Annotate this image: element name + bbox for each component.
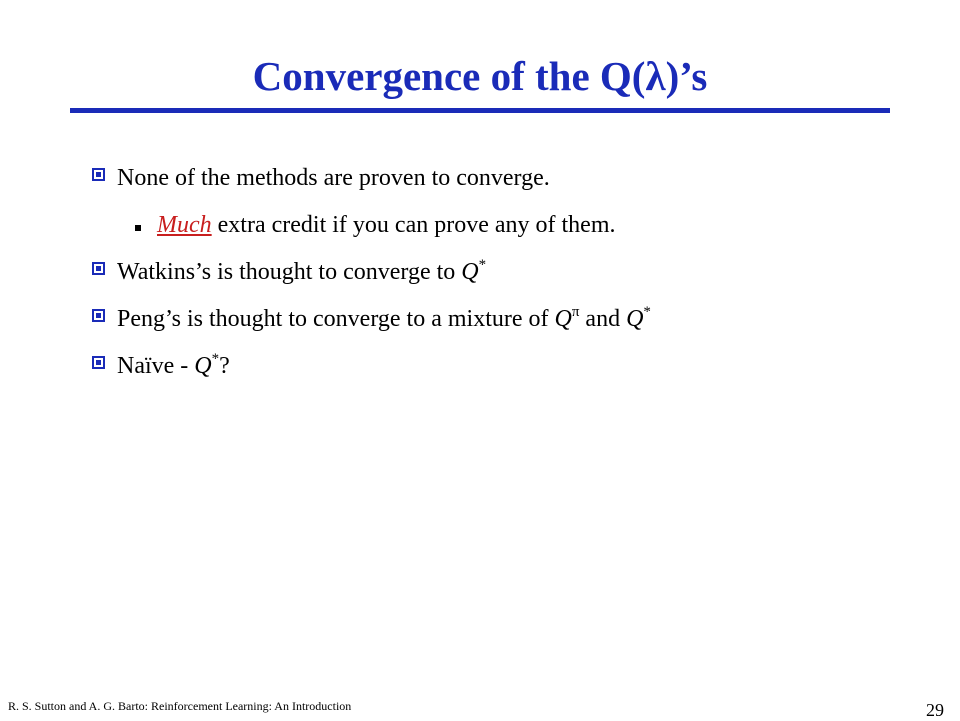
q-symbol: Q xyxy=(194,353,212,379)
q-symbol: Q xyxy=(626,306,644,332)
bullet-4-text: Peng’s is thought to converge to a mixture of xyxy=(117,306,555,332)
superscript-pi: π xyxy=(571,304,580,320)
title-divider xyxy=(70,108,890,113)
bullet-4 xyxy=(117,304,651,334)
bullet-3-text: Watkins’s is thought to converge to xyxy=(117,259,462,285)
square-bullet-icon xyxy=(92,262,105,275)
page-number: 29 xyxy=(926,700,944,720)
square-bullet-icon xyxy=(92,356,105,369)
bullet-3 xyxy=(117,257,486,287)
q-symbol: Q xyxy=(461,259,479,285)
sub-bullet-icon xyxy=(135,225,141,231)
bullet-1-text: None of the methods are proven to converge. xyxy=(117,165,550,191)
footer-citation: R. S. Sutton and A. G. Barto: Reinforcement Learning: An Introduction xyxy=(8,699,352,713)
bullet-4-and: and xyxy=(579,306,627,332)
question-mark: ? xyxy=(219,353,230,379)
sub-bullet-1 xyxy=(157,210,616,240)
emphasis-much: Much xyxy=(157,212,212,238)
square-bullet-icon xyxy=(92,309,105,322)
superscript-star: * xyxy=(211,351,220,367)
square-bullet-icon xyxy=(92,168,105,181)
superscript-star: * xyxy=(643,304,651,320)
q-symbol: Q xyxy=(554,306,572,332)
sub-bullet-1-text: extra credit if you can prove any of them. xyxy=(211,212,616,238)
superscript-star: * xyxy=(478,257,487,273)
bullet-5-text: Naïve - xyxy=(117,353,195,379)
bullet-1 xyxy=(117,163,550,193)
slide-title: Convergence of the Q(λ)’s xyxy=(252,53,708,99)
bullet-5 xyxy=(117,351,230,381)
